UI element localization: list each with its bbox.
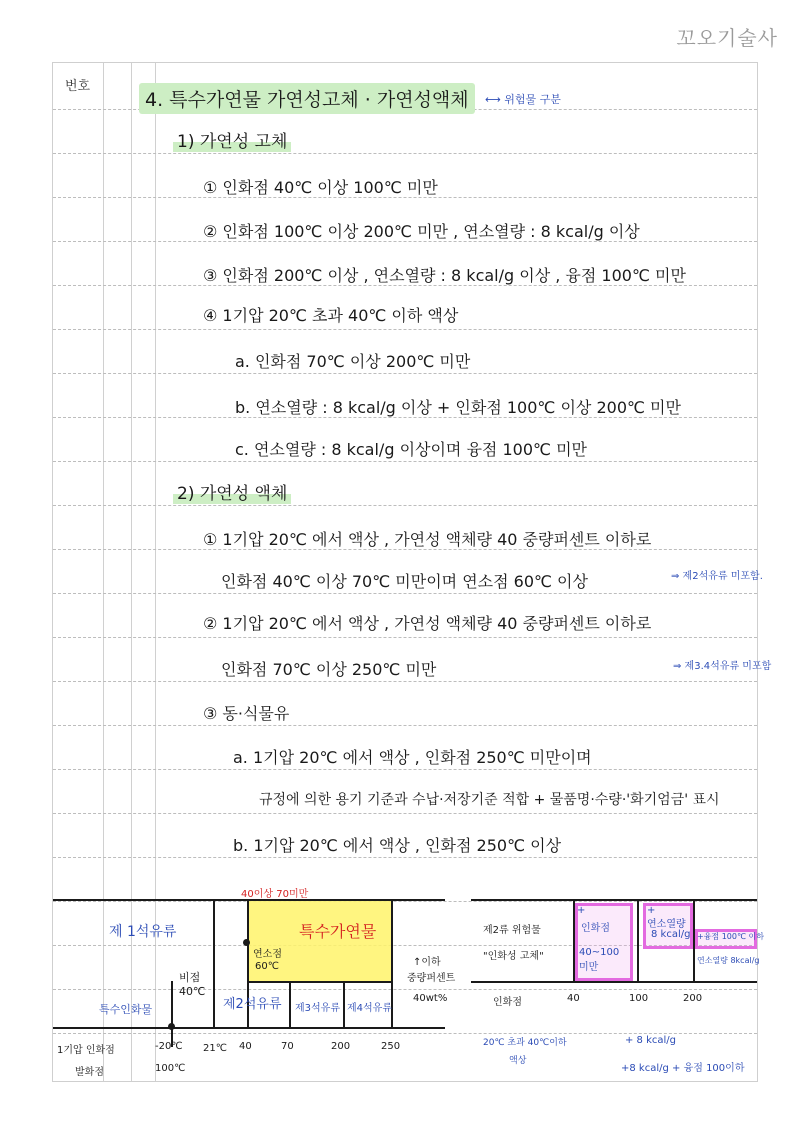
weight-note-2: 중량퍼센트 xyxy=(407,973,456,984)
diagram-mid-line xyxy=(247,981,393,983)
rule-line xyxy=(53,813,757,814)
special-combustible-label: 특수가연물 xyxy=(299,922,377,941)
rule-line xyxy=(53,329,757,330)
bracket-note-2: +8 kcal/g + 융점 100이하 xyxy=(621,1063,745,1074)
tick-minus20: -20℃ xyxy=(155,1041,183,1052)
rule-line xyxy=(53,373,757,374)
bottom-note-1: 20℃ 초과 40℃이하 xyxy=(483,1038,567,1048)
box2-value: 8 kcal/g xyxy=(651,929,691,940)
row-label-flash-point: 1기압 인화점 xyxy=(57,1045,115,1056)
right-tick-200: 200 xyxy=(683,993,703,1004)
section-title-liquid: 2) 가연성 액체 xyxy=(173,479,291,504)
fire-point-marker xyxy=(243,939,250,946)
solid-subitem-a: a. 인화점 70℃ 이상 200℃ 미만 xyxy=(235,352,471,371)
tick-40: 40 xyxy=(239,1041,252,1052)
liquid-item-1-line-2: 인화점 40℃ 이상 70℃ 미만이며 연소점 60℃ 이상 xyxy=(221,572,588,591)
rule-line xyxy=(53,681,757,682)
rule-line xyxy=(53,637,757,638)
liquid-item-2-line-2: 인화점 70℃ 이상 250℃ 미만 xyxy=(221,660,437,679)
section-title-solid: 1) 가연성 고체 xyxy=(173,127,291,152)
tick-250: 250 xyxy=(381,1041,401,1052)
tick-21: 21℃ xyxy=(203,1043,227,1054)
tick-70: 70 xyxy=(281,1041,294,1052)
fire-point-value: 60℃ xyxy=(255,961,279,972)
diagram-bottom-line xyxy=(53,1027,445,1029)
side-note-2: 연소열량 8kcal/g xyxy=(697,956,760,965)
row-label-ignition-point: 발화점 xyxy=(75,1067,104,1078)
rule-line xyxy=(53,725,757,726)
box1-label: 인화점 xyxy=(581,923,610,934)
box1-range: 40~100 미만 xyxy=(579,947,620,973)
first-petroleum-label: 제 1석유류 xyxy=(109,924,177,940)
box2-label: 연소열량 xyxy=(647,919,686,930)
tick-200: 200 xyxy=(331,1041,351,1052)
margin-line-1 xyxy=(103,63,104,1081)
note-sheet xyxy=(52,62,772,1082)
liquid-item-3-a-line-1: a. 1기압 20℃ 에서 액상 , 인화점 250℃ 미만이며 xyxy=(233,748,592,767)
box1-sign: + xyxy=(577,905,586,916)
right-tick-40: 40 xyxy=(567,993,580,1004)
divider-minus20 xyxy=(171,981,173,1047)
rule-line xyxy=(53,461,757,462)
second-petroleum-label: 제2석유류 xyxy=(223,997,282,1012)
solid-item-3: ③ 인화점 200℃ 이상 , 연소열량 : 8 kcal/g 이상 , 융점 100℃ 미만 xyxy=(203,266,686,285)
right-axis-label: 인화점 xyxy=(493,997,522,1008)
bottom-note-2: 액상 xyxy=(509,1056,527,1066)
divider-200 xyxy=(343,981,345,1029)
number-column-label: 번호 xyxy=(65,79,91,94)
rule-line xyxy=(53,593,757,594)
liquid-item-1-note: ⇒ 제2석유류 미포함. xyxy=(671,571,763,582)
divider-21 xyxy=(213,899,215,1029)
rule-line xyxy=(53,769,757,770)
range-label-40-70: 40이상 70미만 xyxy=(241,889,309,900)
solid-item-2: ② 인화점 100℃ 이상 200℃ 미만 , 연소열량 : 8 kcal/g 이상 xyxy=(203,222,640,241)
weight-note-3: 40wt% xyxy=(413,993,448,1004)
rule-line xyxy=(53,989,757,990)
liquid-item-3: ③ 동·식물유 xyxy=(203,704,290,723)
divider-70 xyxy=(289,981,291,1029)
liquid-item-2-note: ⇒ 제3.4석유류 미포함 xyxy=(673,661,772,672)
right-top-line xyxy=(471,899,757,901)
third-petroleum-label: 제3석유류 xyxy=(295,1003,341,1014)
fourth-petroleum-label: 제4석유류 xyxy=(347,1003,393,1014)
right-title: 제2류 위험물 xyxy=(483,925,541,936)
fire-point-label: 연소점 xyxy=(253,949,282,960)
liquid-item-3-a-line-2: 규정에 의한 용기 기준과 수납·저장기준 적합 + 물품명·수량·'화기엄금' 표시 xyxy=(259,792,720,808)
side-note-1: +융점 100℃ 이하 xyxy=(697,932,764,941)
liquid-item-1-line-1: ① 1기압 20℃ 에서 액상 , 가연성 액체량 40 중량퍼센트 이하로 xyxy=(203,530,652,549)
page-heading: 4. 특수가연물 가연성고체 · 가연성액체 xyxy=(139,83,475,114)
solid-subitem-c: c. 연소열량 : 8 kcal/g 이상이며 융점 100℃ 미만 xyxy=(235,440,587,459)
solid-item-4: ④ 1기압 20℃ 초과 40℃ 이하 액상 xyxy=(203,306,459,325)
brand-logo-text: 꼬오기술사 xyxy=(676,26,778,50)
ignition-value: 100℃ xyxy=(155,1063,186,1074)
solid-item-1: ① 인화점 40℃ 이상 100℃ 미만 xyxy=(203,178,438,197)
solid-subitem-b: b. 연소열량 : 8 kcal/g 이상 + 인화점 100℃ 이상 200℃ 미만 xyxy=(235,398,681,417)
rule-line xyxy=(53,153,757,154)
weight-note-1: ↑이하 xyxy=(413,957,441,968)
rule-line xyxy=(53,505,757,506)
liquid-item-3-b: b. 1기압 20℃ 에서 액상 , 인화점 250℃ 이상 xyxy=(233,836,562,855)
right-subtitle: "인화성 고체" xyxy=(483,951,544,962)
bracket-note-1: + 8 kcal/g xyxy=(625,1035,677,1046)
boiling-point-value: 40℃ xyxy=(179,985,206,998)
heading-note: ⟷ 위험물 구분 xyxy=(485,93,561,106)
right-tick-100: 100 xyxy=(629,993,649,1004)
liquid-item-2-line-1: ② 1기압 20℃ 에서 액상 , 가연성 액체량 40 중량퍼센트 이하로 xyxy=(203,614,652,633)
right-bottom-line xyxy=(471,981,757,983)
boiling-point-label: 비점 xyxy=(179,971,201,984)
special-flammable-label: 특수인화물 xyxy=(99,1003,153,1016)
box2-sign: + xyxy=(647,905,656,916)
rule-line xyxy=(53,857,757,858)
rule-line xyxy=(53,1033,757,1034)
right-divider-100 xyxy=(637,899,639,983)
rule-line xyxy=(53,901,757,902)
boiling-point-marker xyxy=(168,1023,175,1030)
